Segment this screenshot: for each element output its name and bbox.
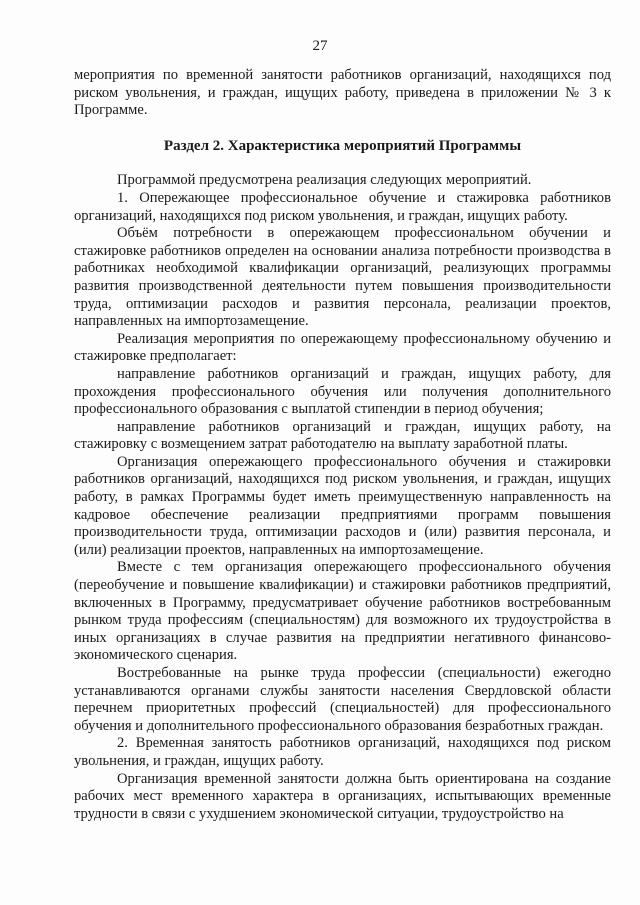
paragraph: направление работников организаций и граждан, ищущих работу, для прохождения профессионального обучения или получения дополнительного профессионального образования с выплатой стипендии в период обучения; bbox=[74, 365, 611, 418]
continued-paragraph: мероприятия по временной занятости работников организаций, находящихся под риском увольнения, и граждан, ищущих работу, приведена в приложении № 3 к Программе. bbox=[74, 67, 611, 119]
paragraph: Организация опережающего профессионального обучения и стажировки работников организаций, находящихся под риском увольнения, и граждан, ищущих работу, в рамках Программы будет иметь преимущественную направленность на кадровое обеспечение реализации предприятиями программ повышения производительности труда, оптимизации расходов и (или) развития персонала, и (или) реализации проектов, направленных на импортозамещение. bbox=[74, 453, 611, 558]
paragraph: Программой предусмотрена реализация следующих мероприятий. bbox=[117, 172, 532, 189]
page-number: 27 bbox=[312, 38, 328, 54]
paragraph: Реализация мероприятия по опережающему профессиональному обучению и стажировке предполагает: bbox=[74, 330, 611, 365]
paragraph: 1. Опережающее профессиональное обучение и стажировка работников организаций, находящихся под риском увольнения, и граждан, ищущих работу. bbox=[74, 189, 611, 224]
paragraph: Востребованные на рынке труда профессии (специальности) ежегодно устанавливаются органами службы занятости населения Свердловской области перечнем приоритетных профессий (специальностей) для профессионального обучения и дополнительного профессионального образования безработных граждан. bbox=[74, 665, 611, 734]
paragraph: Объём потребности в опережающем профессиональном обучении и стажировке работников определен на основании анализа потребности производства в работниках необходимой квалификации организаций, реализующих программы развития производственной деятельности путем повышения производительности труда, оптимизации расходов и развития персонала, реализации проектов, направленных на импортозамещение. bbox=[74, 225, 611, 330]
section-heading: Раздел 2. Характеристика мероприятий Программы bbox=[163, 137, 522, 154]
paragraph: 2. Временная занятость работников организаций, находящихся под риском увольнения, и граждан, ищущих работу. bbox=[74, 735, 611, 769]
paragraph: Вместе с тем организация опережающего профессионального обучения (переобучение и повышение квалификации) и стажировки работников предприятий, включенных в Программу, предусматривает обучение работников востребованным рынком труда профессиям (специальностям) для возможного их трудоустройства в иных организациях в случае развития на предприятии негативного финансово-экономического сценария. bbox=[74, 559, 611, 664]
paragraph: Организация временной занятости должна быть ориентирована на создание рабочих мест временного характера в организациях, испытывающих временные трудности в связи с ухудшением экономической ситуации, трудоустройство на bbox=[74, 770, 611, 822]
paragraph: направление работников организаций и граждан, ищущих работу, на стажировку с возмещением затрат работодателю на выплату заработной платы. bbox=[74, 418, 611, 453]
document-body bbox=[74, 67, 611, 823]
